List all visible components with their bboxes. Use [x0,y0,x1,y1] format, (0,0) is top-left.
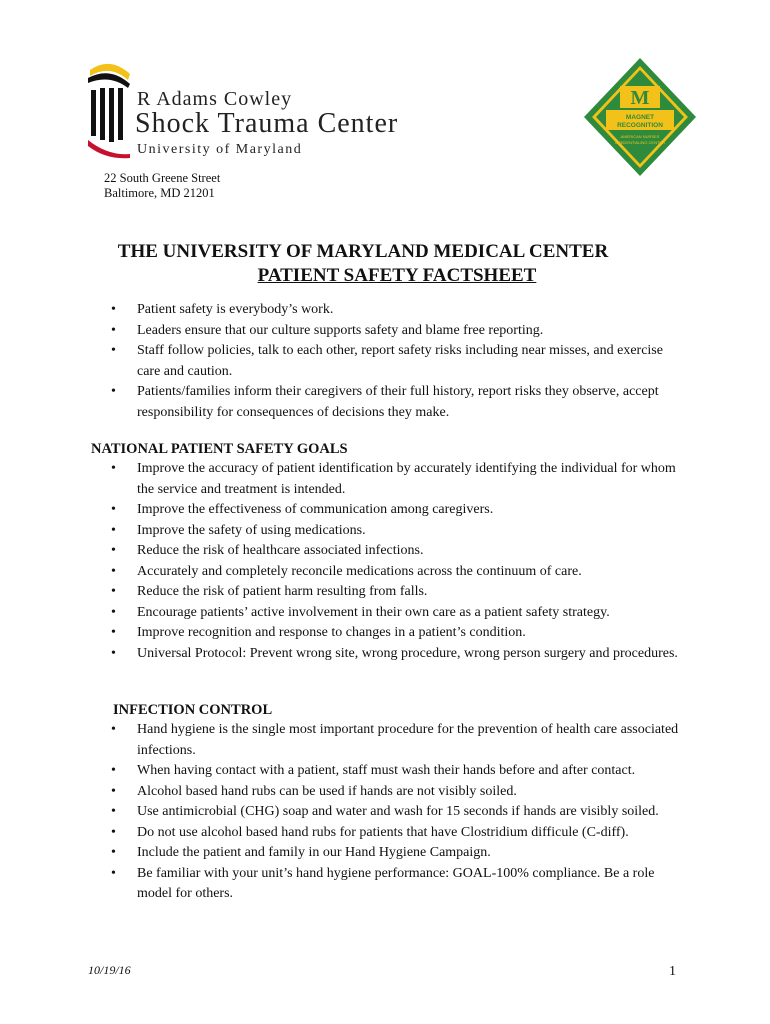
list-item: • Improve recognition and response to changes in a patient’s condition. [111,625,526,640]
list-item: • Universal Protocol: Prevent wrong site, wrong procedure, wrong person surgery and procedures. [111,645,678,661]
logo-line-3: University of Maryland [137,142,303,157]
list-item: • Include the patient and family in our Hand Hygiene Campaign. [111,845,491,860]
infection-control-heading: INFECTION CONTROL [113,702,273,718]
page-number: 1 [669,964,676,979]
list-item: • Hand hygiene is the single most important procedure for the prevention of health care associated infections. [111,722,679,758]
list-item: • Reduce the risk of healthcare associated infections. [111,543,424,558]
list-item: • Improve the effectiveness of communication among caregivers. [111,502,494,517]
list-item: • When having contact with a patient, staff must wash their hands before and after contact. [111,763,636,778]
npsg-heading: NATIONAL PATIENT SAFETY GOALS [91,441,348,457]
footer-date: 10/19/16 [88,963,131,977]
magnet-recognition-badge-icon [584,58,696,176]
list-item: • Do not use alcohol based hand rubs for patients that have Clostridium difficule (C-diff). [111,824,629,840]
intro-bullet-list [111,300,671,423]
list-item: • Reduce the risk of patient harm resulting from falls. [111,584,428,599]
list-item: • Leaders ensure that our culture supports safety and blame free reporting. [111,322,544,338]
infection-control-list [111,720,681,905]
magnet-letter: M [630,87,650,109]
svg-text:RECOGNITION: RECOGNITION [617,122,663,129]
logo-line-1: R Adams Cowley [137,88,293,110]
svg-text:MAGNET: MAGNET [625,114,655,121]
list-item: • Encourage patients’ active involvement in their own care as a patient safety strategy. [111,604,610,620]
document-title-line-1: THE UNIVERSITY OF MARYLAND MEDICAL CENTER [117,241,609,262]
svg-text:AMERICAN NURSES: AMERICAN NURSES [620,134,660,139]
address [104,171,220,201]
list-item: • Use antimicrobial (CHG) soap and water and wash for 15 seconds if hands are visibly soiled. [111,804,659,819]
address-city: Baltimore, MD 21201 [104,186,215,200]
list-item: • Improve the accuracy of patient identification by accurately identifying the individual for whom the service and treatment is intended. [111,461,676,497]
logo-line-2: Shock Trauma Center [135,108,399,139]
list-item: • Patient safety is everybody’s work. [111,302,334,317]
document-title-line-2: PATIENT SAFETY FACTSHEET [257,265,537,286]
list-item: • Patients/families inform their caregivers of their full history, report risks they observe, accept responsibility for consequences of decisions they make. [111,384,659,420]
list-item: • Staff follow policies, talk to each other, report safety risks including near misses, and exercise care and caution. [111,343,663,379]
list-item: • Alcohol based hand rubs can be used if hands are not visibly soiled. [111,783,517,799]
npsg-list [111,459,687,664]
list-item: • Be familiar with your unit’s hand hygiene performance: GOAL-100% compliance. Be a role model for others. [111,865,655,901]
svg-text:CREDENTIALING CENTER: CREDENTIALING CENTER [614,140,666,145]
address-street: 22 South Greene Street [104,171,221,185]
list-item: • Accurately and completely reconcile medications across the continuum of care. [111,563,582,579]
list-item: • Improve the safety of using medications. [111,522,366,538]
